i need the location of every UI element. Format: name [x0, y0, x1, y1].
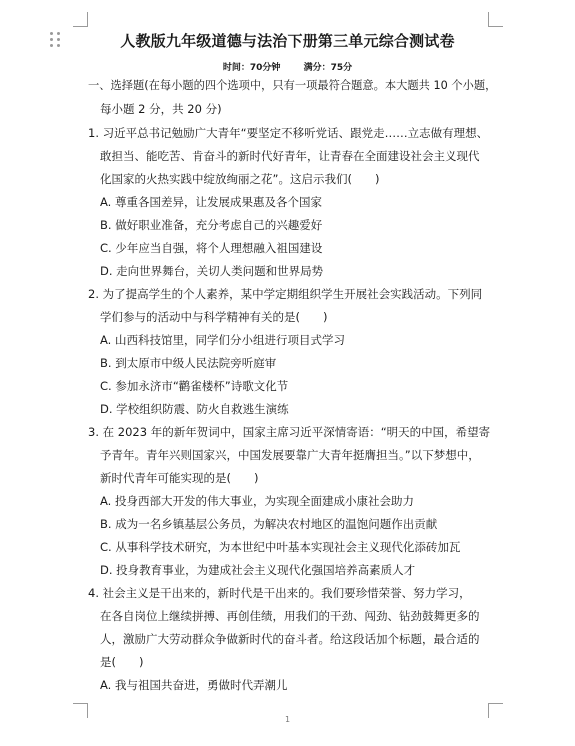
- question-4-text: 在各自岗位上继续拼搏、再创佳绩，用我们的干劲、闯劲、钻劲鼓舞更多的: [100, 609, 480, 623]
- question-1-option: D. 走向世界舞台，关切人类问题和世界局势: [100, 264, 324, 278]
- exam-score: 满分：75分: [303, 63, 353, 73]
- exam-time: 时间：70分钟: [222, 63, 281, 73]
- section-heading-line: 每小题 2 分，共 20 分): [100, 102, 222, 116]
- section-heading-line: 一、选择题(在每小题的四个选项中，只有一项最符合题意。本大题共 10 个小题，: [88, 79, 497, 92]
- page-corner-mark: [488, 12, 503, 27]
- question-1-text: 化国家的火热实践中绽放绚丽之花”。这启示我们( ): [100, 172, 380, 186]
- page-title: 人教版九年级道德与法治下册第三单元综合测试卷: [120, 32, 455, 50]
- question-2-option: A. 山西科技馆里，同学们分小组进行项目式学习: [100, 333, 345, 347]
- question-2-text: 2. 为了提高学生的个人素养，某中学定期组织学生开展社会实践活动。下列同: [88, 287, 483, 301]
- question-2-option: B. 到太原市中级人民法院旁听庭审: [100, 356, 277, 370]
- question-2-text: 学们参与的活动中与科学精神有关的是( ): [100, 310, 328, 324]
- question-1-option: B. 做好职业准备，充分考虑自己的兴趣爱好: [100, 218, 323, 232]
- question-4-option: A. 我与祖国共奋进，勇做时代弄潮儿: [100, 678, 288, 692]
- question-2-option: D. 学校组织防震、防火自救逃生演练: [100, 402, 289, 416]
- page-corner-mark: [73, 12, 88, 27]
- exam-meta: [0, 60, 575, 73]
- question-3-option: B. 成为一名乡镇基层公务员，为解决农村地区的温饱问题作出贡献: [100, 517, 438, 531]
- question-3-text: 新时代青年可能实现的是( ): [100, 471, 259, 485]
- question-4-text: 是( ): [100, 655, 144, 669]
- question-1-text: 1. 习近平总书记勉励广大青年“要坚定不移听党话、跟党走……立志做有理想、: [88, 126, 489, 140]
- question-3-option: A. 投身西部大开发的伟大事业，为实现全面建成小康社会助力: [100, 494, 414, 508]
- question-3-option: D. 投身教育事业，为建成社会主义现代化强国培养高素质人才: [100, 563, 416, 577]
- question-3-option: C. 从事科学技术研究，为本世纪中叶基本实现社会主义现代化添砖加瓦: [100, 540, 461, 554]
- question-2-option: C. 参加永济市“鹳雀楼杯”诗歌文化节: [100, 379, 289, 393]
- page-number: 1: [284, 715, 291, 724]
- question-4-text: 4. 社会主义是干出来的，新时代是干出来的。我们要珍惜荣誉、努力学习，: [88, 586, 471, 600]
- question-3-text: 予青年。青年兴则国家兴，中国发展要靠广大青年挺膺担当。”以下梦想中，: [100, 448, 480, 462]
- question-4-text: 人，激励广大劳动群众争做新时代的奋斗者。给这段话加个标题，最合适的: [100, 632, 480, 646]
- question-1-text: 敢担当、能吃苦、肯奋斗的新时代好青年，让青春在全面建设社会主义现代: [100, 149, 480, 163]
- question-1-option: C. 少年应当自强，将个人理想融入祖国建设: [100, 241, 323, 255]
- question-3-text: 3. 在 2023 年的新年贺词中，国家主席习近平深情寄语：“明天的中国，希望寄: [88, 425, 491, 439]
- question-1-option: A. 尊重各国差异，让发展成果惠及各个国家: [100, 195, 322, 209]
